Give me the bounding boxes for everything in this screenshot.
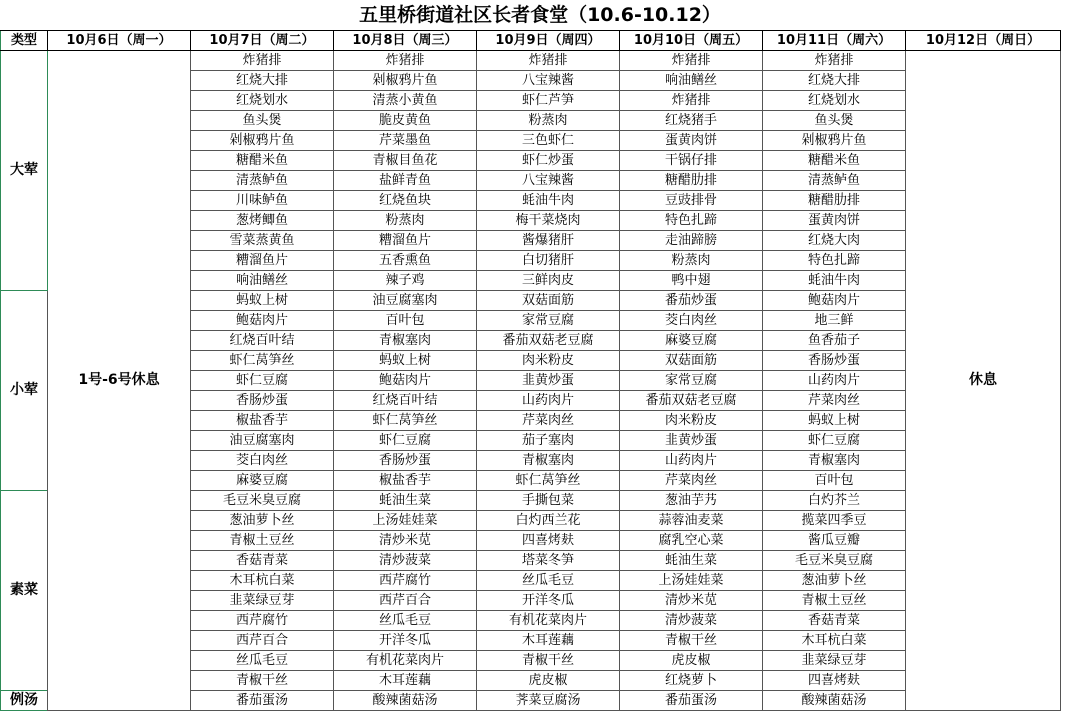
dish-cell: 有机花菜肉片 bbox=[334, 651, 477, 671]
dish-cell: 虾仁豆腐 bbox=[763, 431, 906, 451]
dish-cell: 茭白肉丝 bbox=[191, 451, 334, 471]
dish-cell: 脆皮黄鱼 bbox=[334, 111, 477, 131]
dish-cell: 揽菜四季豆 bbox=[763, 511, 906, 531]
dish-cell: 粉蒸肉 bbox=[477, 111, 620, 131]
dish-cell: 酱爆猪肝 bbox=[477, 231, 620, 251]
dish-cell: 山药肉片 bbox=[763, 371, 906, 391]
dish-cell: 三色虾仁 bbox=[477, 131, 620, 151]
dish-cell: 荠菜豆腐汤 bbox=[477, 691, 620, 711]
dish-cell: 响油鳝丝 bbox=[191, 271, 334, 291]
dish-cell: 芹菜墨鱼 bbox=[334, 131, 477, 151]
menu-title: 五里桥街道社区长者食堂（10.6-10.12） bbox=[359, 4, 721, 26]
category-label: 例汤 bbox=[1, 691, 48, 711]
dish-cell: 鱼头煲 bbox=[763, 111, 906, 131]
dish-cell: 梅干菜烧肉 bbox=[477, 211, 620, 231]
dish-cell: 油豆腐塞肉 bbox=[334, 291, 477, 311]
dish-cell: 山药肉片 bbox=[620, 451, 763, 471]
dish-cell: 酸辣菌菇汤 bbox=[763, 691, 906, 711]
dish-cell: 麻婆豆腐 bbox=[191, 471, 334, 491]
dish-cell: 粉蒸肉 bbox=[620, 251, 763, 271]
dish-cell: 西芹腐竹 bbox=[191, 611, 334, 631]
dish-cell: 毛豆米臭豆腐 bbox=[763, 551, 906, 571]
dish-cell: 蚂蚁上树 bbox=[334, 351, 477, 371]
dish-cell: 虾仁豆腐 bbox=[334, 431, 477, 451]
dish-cell: 蚝油牛肉 bbox=[763, 271, 906, 291]
dish-cell: 青椒干丝 bbox=[620, 631, 763, 651]
dish-cell: 上汤娃娃菜 bbox=[334, 511, 477, 531]
dish-cell: 红烧百叶结 bbox=[191, 331, 334, 351]
dish-cell: 清蒸小黄鱼 bbox=[334, 91, 477, 111]
dish-cell: 清蒸鲈鱼 bbox=[191, 171, 334, 191]
dish-cell: 三鲜肉皮 bbox=[477, 271, 620, 291]
dish-cell: 炸猪排 bbox=[477, 51, 620, 71]
dish-cell: 炸猪排 bbox=[620, 51, 763, 71]
dish-cell: 椒盐香芋 bbox=[334, 471, 477, 491]
dish-cell: 椒盐香芋 bbox=[191, 411, 334, 431]
dish-cell: 葱油萝卜丝 bbox=[763, 571, 906, 591]
header-day-tue: 10月7日（周二） bbox=[191, 31, 334, 51]
dish-cell: 虾仁莴笋丝 bbox=[334, 411, 477, 431]
dish-cell: 酱瓜豆瓣 bbox=[763, 531, 906, 551]
header-day-sun: 10月12日（周日） bbox=[906, 31, 1061, 51]
dish-cell: 丝瓜毛豆 bbox=[191, 651, 334, 671]
dish-cell: 清炒米苋 bbox=[620, 591, 763, 611]
dish-cell: 番茄蛋汤 bbox=[620, 691, 763, 711]
dish-cell: 剁椒鸦片鱼 bbox=[191, 131, 334, 151]
dish-cell: 虾仁芦笋 bbox=[477, 91, 620, 111]
dish-cell: 西芹腐竹 bbox=[334, 571, 477, 591]
dish-cell: 鲍菇肉片 bbox=[334, 371, 477, 391]
dish-cell: 干锅仔排 bbox=[620, 151, 763, 171]
dish-cell: 川味鲈鱼 bbox=[191, 191, 334, 211]
dish-cell: 番茄双菇老豆腐 bbox=[477, 331, 620, 351]
dish-cell: 剁椒鸦片鱼 bbox=[763, 131, 906, 151]
menu-table bbox=[0, 30, 1061, 711]
dish-cell: 青椒干丝 bbox=[477, 651, 620, 671]
dish-cell: 清炒菠菜 bbox=[620, 611, 763, 631]
dish-cell: 青椒土豆丝 bbox=[763, 591, 906, 611]
dish-cell: 蚂蚁上树 bbox=[763, 411, 906, 431]
dish-cell: 香菇青菜 bbox=[191, 551, 334, 571]
dish-cell: 韭黄炒蛋 bbox=[477, 371, 620, 391]
dish-cell: 双菇面筋 bbox=[477, 291, 620, 311]
dish-cell: 芹菜肉丝 bbox=[477, 411, 620, 431]
dish-cell: 炸猪排 bbox=[620, 91, 763, 111]
dish-cell: 木耳杭白菜 bbox=[763, 631, 906, 651]
dish-cell: 八宝辣酱 bbox=[477, 171, 620, 191]
dish-cell: 糖醋米鱼 bbox=[191, 151, 334, 171]
dish-cell: 蚂蚁上树 bbox=[191, 291, 334, 311]
dish-cell: 茄子塞肉 bbox=[477, 431, 620, 451]
monday-rest-note: 1号-6号休息 bbox=[48, 51, 191, 711]
dish-cell: 毛豆米臭豆腐 bbox=[191, 491, 334, 511]
menu-body bbox=[1, 51, 1061, 711]
dish-cell: 糟溜鱼片 bbox=[191, 251, 334, 271]
dish-cell: 鲍菇肉片 bbox=[191, 311, 334, 331]
dish-cell: 木耳莲藕 bbox=[477, 631, 620, 651]
category-label: 素菜 bbox=[1, 491, 48, 691]
category-label: 小荤 bbox=[1, 291, 48, 491]
dish-cell: 青椒塞肉 bbox=[477, 451, 620, 471]
dish-cell: 红烧大排 bbox=[763, 71, 906, 91]
dish-cell: 红烧萝卜 bbox=[620, 671, 763, 691]
dish-cell: 青椒干丝 bbox=[191, 671, 334, 691]
dish-cell: 响油鳝丝 bbox=[620, 71, 763, 91]
dish-cell: 番茄炒蛋 bbox=[620, 291, 763, 311]
dish-cell: 特色扎蹄 bbox=[620, 211, 763, 231]
dish-cell: 韭黄炒蛋 bbox=[620, 431, 763, 451]
dish-cell: 剁椒鸦片鱼 bbox=[334, 71, 477, 91]
dish-cell: 清炒菠菜 bbox=[334, 551, 477, 571]
dish-cell: 虾仁莴笋丝 bbox=[191, 351, 334, 371]
dish-cell: 地三鲜 bbox=[763, 311, 906, 331]
dish-cell: 蛋黄肉饼 bbox=[763, 211, 906, 231]
dish-cell: 炸猪排 bbox=[191, 51, 334, 71]
dish-cell: 糖醋肋排 bbox=[763, 191, 906, 211]
header-day-sat: 10月11日（周六） bbox=[763, 31, 906, 51]
sunday-rest-note: 休息 bbox=[906, 51, 1061, 711]
dish-cell: 木耳莲藕 bbox=[334, 671, 477, 691]
header-type: 类型 bbox=[1, 31, 48, 51]
dish-cell: 家常豆腐 bbox=[620, 371, 763, 391]
dish-cell: 蚝油牛肉 bbox=[477, 191, 620, 211]
dish-cell: 番茄双菇老豆腐 bbox=[620, 391, 763, 411]
dish-cell: 腐乳空心菜 bbox=[620, 531, 763, 551]
dish-cell: 虎皮椒 bbox=[477, 671, 620, 691]
dish-cell: 雪菜蒸黄鱼 bbox=[191, 231, 334, 251]
dish-cell: 青椒塞肉 bbox=[334, 331, 477, 351]
dish-cell: 番茄蛋汤 bbox=[191, 691, 334, 711]
dish-cell: 香菇青菜 bbox=[763, 611, 906, 631]
dish-cell: 鸭中翅 bbox=[620, 271, 763, 291]
dish-cell: 豆豉排骨 bbox=[620, 191, 763, 211]
dish-cell: 香肠炒蛋 bbox=[763, 351, 906, 371]
dish-cell: 白灼芥兰 bbox=[763, 491, 906, 511]
dish-cell: 清炒米苋 bbox=[334, 531, 477, 551]
dish-cell: 鱼香茄子 bbox=[763, 331, 906, 351]
dish-cell: 虎皮椒 bbox=[620, 651, 763, 671]
dish-cell: 红烧划水 bbox=[191, 91, 334, 111]
table-row bbox=[1, 51, 1061, 71]
dish-cell: 蚝油生菜 bbox=[620, 551, 763, 571]
dish-cell: 虾仁莴笋丝 bbox=[477, 471, 620, 491]
dish-cell: 香肠炒蛋 bbox=[334, 451, 477, 471]
dish-cell: 香肠炒蛋 bbox=[191, 391, 334, 411]
dish-cell: 葱烤鲫鱼 bbox=[191, 211, 334, 231]
dish-cell: 红烧鱼块 bbox=[334, 191, 477, 211]
dish-cell: 糟溜鱼片 bbox=[334, 231, 477, 251]
header-day-mon: 10月6日（周一） bbox=[48, 31, 191, 51]
dish-cell: 肉米粉皮 bbox=[620, 411, 763, 431]
dish-cell: 青椒目鱼花 bbox=[334, 151, 477, 171]
dish-cell: 虾仁炒蛋 bbox=[477, 151, 620, 171]
dish-cell: 西芹百合 bbox=[191, 631, 334, 651]
dish-cell: 走油蹄膀 bbox=[620, 231, 763, 251]
dish-cell: 上汤娃娃菜 bbox=[620, 571, 763, 591]
dish-cell: 丝瓜毛豆 bbox=[334, 611, 477, 631]
dish-cell: 虾仁豆腐 bbox=[191, 371, 334, 391]
dish-cell: 特色扎蹄 bbox=[763, 251, 906, 271]
dish-cell: 开洋冬瓜 bbox=[334, 631, 477, 651]
dish-cell: 炸猪排 bbox=[763, 51, 906, 71]
dish-cell: 双菇面筋 bbox=[620, 351, 763, 371]
dish-cell: 白灼西兰花 bbox=[477, 511, 620, 531]
dish-cell: 百叶包 bbox=[763, 471, 906, 491]
dish-cell: 有机花菜肉片 bbox=[477, 611, 620, 631]
dish-cell: 丝瓜毛豆 bbox=[477, 571, 620, 591]
dish-cell: 糖醋米鱼 bbox=[763, 151, 906, 171]
dish-cell: 青椒土豆丝 bbox=[191, 531, 334, 551]
header-day-thu: 10月9日（周四） bbox=[477, 31, 620, 51]
dish-cell: 白切猪肝 bbox=[477, 251, 620, 271]
header-day-wed: 10月8日（周三） bbox=[334, 31, 477, 51]
dish-cell: 山药肉片 bbox=[477, 391, 620, 411]
dish-cell: 盐鲜青鱼 bbox=[334, 171, 477, 191]
category-label: 大荤 bbox=[1, 51, 48, 291]
dish-cell: 油豆腐塞肉 bbox=[191, 431, 334, 451]
dish-cell: 芹菜肉丝 bbox=[620, 471, 763, 491]
header-row bbox=[1, 31, 1061, 51]
dish-cell: 蛋黄肉饼 bbox=[620, 131, 763, 151]
dish-cell: 麻婆豆腐 bbox=[620, 331, 763, 351]
dish-cell: 四喜烤麸 bbox=[477, 531, 620, 551]
dish-cell: 四喜烤麸 bbox=[763, 671, 906, 691]
dish-cell: 葱油萝卜丝 bbox=[191, 511, 334, 531]
dish-cell: 酸辣菌菇汤 bbox=[334, 691, 477, 711]
dish-cell: 西芹百合 bbox=[334, 591, 477, 611]
dish-cell: 家常豆腐 bbox=[477, 311, 620, 331]
dish-cell: 粉蒸肉 bbox=[334, 211, 477, 231]
dish-cell: 糖醋肋排 bbox=[620, 171, 763, 191]
dish-cell: 红烧划水 bbox=[763, 91, 906, 111]
dish-cell: 蒜蓉油麦菜 bbox=[620, 511, 763, 531]
dish-cell: 红烧百叶结 bbox=[334, 391, 477, 411]
dish-cell: 开洋冬瓜 bbox=[477, 591, 620, 611]
dish-cell: 手撕包菜 bbox=[477, 491, 620, 511]
dish-cell: 八宝辣酱 bbox=[477, 71, 620, 91]
dish-cell: 辣子鸡 bbox=[334, 271, 477, 291]
dish-cell: 百叶包 bbox=[334, 311, 477, 331]
dish-cell: 韭菜绿豆芽 bbox=[763, 651, 906, 671]
dish-cell: 鲍菇肉片 bbox=[763, 291, 906, 311]
dish-cell: 清蒸鲈鱼 bbox=[763, 171, 906, 191]
dish-cell: 茭白肉丝 bbox=[620, 311, 763, 331]
dish-cell: 木耳杭白菜 bbox=[191, 571, 334, 591]
dish-cell: 芹菜肉丝 bbox=[763, 391, 906, 411]
dish-cell: 青椒塞肉 bbox=[763, 451, 906, 471]
header-day-fri: 10月10日（周五） bbox=[620, 31, 763, 51]
dish-cell: 红烧大肉 bbox=[763, 231, 906, 251]
dish-cell: 炸猪排 bbox=[334, 51, 477, 71]
dish-cell: 红烧大排 bbox=[191, 71, 334, 91]
dish-cell: 鱼头煲 bbox=[191, 111, 334, 131]
dish-cell: 肉米粉皮 bbox=[477, 351, 620, 371]
dish-cell: 红烧猪手 bbox=[620, 111, 763, 131]
dish-cell: 蚝油生菜 bbox=[334, 491, 477, 511]
dish-cell: 韭菜绿豆芽 bbox=[191, 591, 334, 611]
dish-cell: 葱油芋艿 bbox=[620, 491, 763, 511]
dish-cell: 五香熏鱼 bbox=[334, 251, 477, 271]
dish-cell: 塔菜冬笋 bbox=[477, 551, 620, 571]
